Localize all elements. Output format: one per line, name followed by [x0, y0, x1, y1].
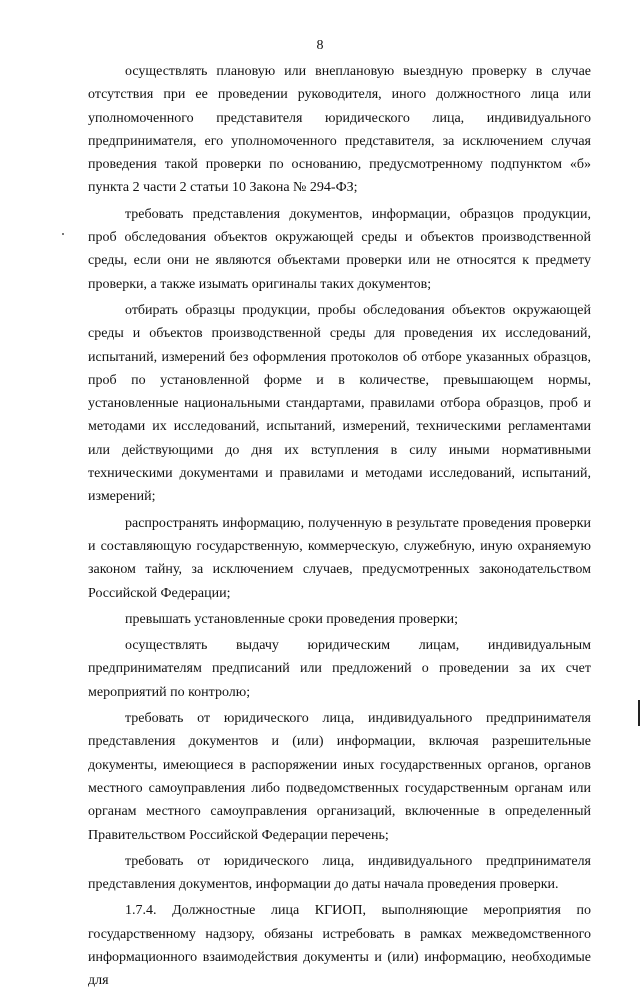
paragraph: 1.7.4. Должностные лица КГИОП, выполняющие мероприятия по государственному надзору, обязаны истребовать в рамках межведомственного информационного взаимодействия документы и (или) информацию, необходимые для [88, 903, 591, 989]
paragraph: требовать от юридического лица, индивидуального предпринимателя представления документов, информации до даты начала проведения проверки. [88, 853, 591, 893]
paragraph: отбирать образцы продукции, пробы обследования объектов окружающей среды и объектов производственной среды для проведения их исследований, испытаний, измерений без оформления протоколов об отборе указанных образцов, проб по установленной форме и в количестве, превышающем нормы, установленные национальными стандартами, правилами отбора образцов, проб и методами их исследований, испытаний, измерений, техническими регламентами или действующими до дня их вступления в силу иными нормативными техническими документами и правилами и методами исследований, испытаний, измерений; [88, 302, 591, 505]
page-number: 8 [316, 38, 324, 53]
paragraph: требовать представления документов, информации, образцов продукции, проб обследования объектов окружающей среды и объектов производственной среды, если они не являются объектами проверки или не относятся к предмету проверки, а также изымать оригиналы таких документов; [88, 206, 591, 292]
paragraph: превышать установленные сроки проведения проверки; [125, 611, 459, 627]
paragraph: осуществлять плановую или внеплановую выездную проверку в случае отсутствия при ее проведении руководителя, иного должностного лица или уполномоченного представителя юридического лица, индивидуального предпринимателя, его уполномоченного представителя, за исключением случая проведения такой проверки по основанию, предусмотренному подпунктом «б» пункта 2 части 2 статьи 10 Закона № 294-ФЗ; [88, 64, 591, 196]
document-body [88, 60, 591, 989]
paragraph: требовать от юридического лица, индивидуального предпринимателя представления документов и (или) информации, включая разрешительные документы, имеющиеся в распоряжении иных государственных органов, органов местного самоуправления либо подведомственных государственным органам или органам местного самоуправления организаций, включенные в определенный Правительством Российской Федерации перечень; [88, 711, 591, 843]
paragraph: осуществлять выдачу юридическим лицам, индивидуальным предпринимателям предписаний или предложений о проведении за их счет мероприятий по контролю; [88, 638, 591, 700]
scan-speck [62, 233, 64, 235]
paragraph: распространять информацию, полученную в результате проведения проверки и составляющую государственную, коммерческую, служебную, иную охраняемую законом тайну, за исключением случаев, предусмотренных законодательством Российской Федерации; [88, 515, 591, 601]
